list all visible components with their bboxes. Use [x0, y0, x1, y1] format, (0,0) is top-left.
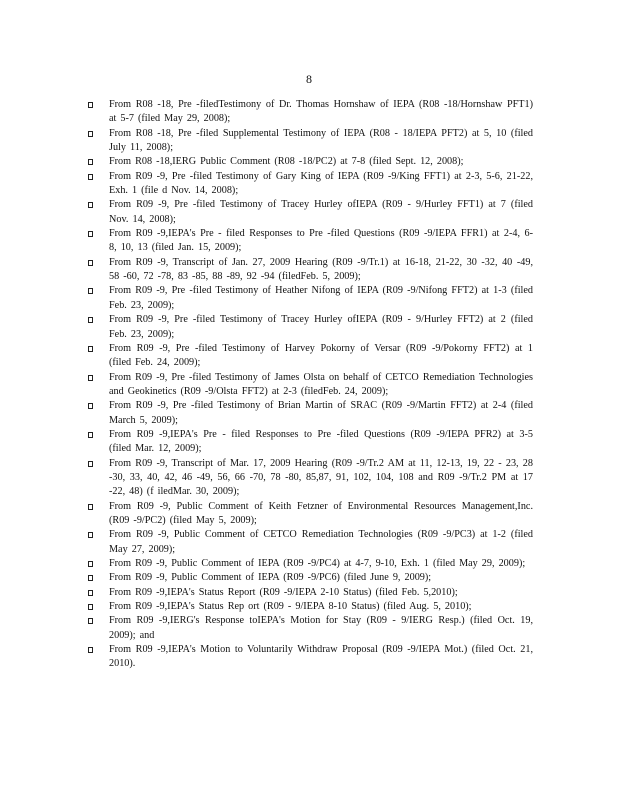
bullet-icon [88, 346, 93, 352]
list-item [88, 600, 533, 614]
list-item-text: From R08 -18,IERG Public Comment (R08 -18/PC2) at 7-8 (filed Sept. 12, 2008); [109, 156, 464, 168]
bullet-icon [88, 590, 93, 596]
list-item-text: From R09 -9, Pre -filed Testimony of Tracey Hurley ofIEPA (R09 - 9/Hurley FFT1) at 7 (filed Nov. 14, 2008); [109, 199, 533, 225]
list-item [88, 586, 533, 600]
bullet-icon [88, 375, 93, 381]
bullet-icon [88, 159, 93, 165]
list-item [88, 227, 533, 256]
list-item-text: From R09 -9, Transcript of Mar. 17, 2009 Hearing (R09 -9/Tr.2 AM at 11, 12-13, 19, 22 - 23, 28 -30, 33, 40, 42, 46 -49, 56, 66 -70, 78 -80, 85,87, 91, 102, 104, 108 and R09 -9/Tr.2 PM at 17 -22, 48) (f iledMar. 30, 2009); [109, 457, 533, 498]
bullet-icon [88, 102, 93, 108]
list-item-text: From R09 -9, Pre -filed Testimony of Heather Nifong of IEPA (R09 -9/Nifong FFT2) at 1-3 (filed Feb. 23, 2009); [109, 285, 533, 311]
list-item [88, 614, 533, 643]
list-item-text: From R09 -9, Pre -filed Testimony of Gary King of IEPA (R09 -9/King FFT1) at 2-3, 5-6, 21-22, Exh. 1 (file d Nov. 14, 2008); [109, 170, 533, 197]
list-item-text: From R08 -18, Pre -filedTestimony of Dr. Thomas Hornshaw of IEPA (R08 -18/Hornshaw PFT1) at 5-7 (filed May 29, 2008); [109, 99, 533, 125]
bullet-icon [88, 618, 93, 624]
list-item [88, 170, 533, 199]
bullet-icon [88, 532, 93, 538]
list-item-text: From R09 -9,IEPA's Pre - filed Responses to Pre -filed Questions (R09 -9/IEPA PFR2) at 3-5 (filed Mar. 12, 2009); [109, 428, 533, 455]
bullet-icon [88, 461, 93, 467]
list-item [88, 500, 533, 529]
list-item-text: From R09 -9, Pre -filed Testimony of Tracey Hurley ofIEPA (R09 - 9/Hurley FFT2) at 2 (filed Feb. 23, 2009); [109, 314, 533, 340]
list-item-text: From R09 -9,IEPA's Status Report (R09 -9/IEPA 2-10 Status) (filed Feb. 5,2010); [109, 586, 458, 598]
list-item-text: From R08 -18, Pre -filed Supplemental Testimony of IEPA (R08 - 18/IEPA PFT2) at 5, 10 (filed July 11, 2008); [109, 127, 533, 154]
list-item-text: From R09 -9,IEPA's Motion to Voluntarily Withdraw Proposal (R09 -9/IEPA Mot.) (filed Oct. 21, 2010). [109, 644, 533, 670]
list-item-text: From R09 -9, Transcript of Jan. 27, 2009 Hearing (R09 -9/Tr.1) at 16-18, 21-22, 30 -32, 40 -49, 58 -60, 72 -78, 83 -85, 88 -89, 92 -94 (filedFeb. 5, 2009); [109, 256, 533, 283]
list-item [88, 313, 533, 342]
list-item-text: From R09 -9, Public Comment of Keith Fetzner of Environmental Resources Management,Inc. (R09 -9/PC2) (filed May 5, 2009); [109, 500, 533, 526]
list-item-text: From R09 -9, Public Comment of CETCO Remediation Technologies (R09 -9/PC3) at 1-2 (filed May 27, 2009); [109, 529, 533, 555]
reference-list [88, 98, 533, 672]
list-item [88, 457, 533, 500]
bullet-icon [88, 647, 93, 653]
list-item [88, 557, 533, 571]
list-item [88, 428, 533, 457]
list-item-text: From R09 -9,IEPA's Status Rep ort (R09 - 9/IEPA 8-10 Status) (filed Aug. 5, 2010); [109, 601, 472, 613]
list-item [88, 127, 533, 156]
bullet-icon [88, 403, 93, 409]
list-item [88, 342, 533, 371]
list-item [88, 399, 533, 428]
list-item [88, 256, 533, 285]
list-item [88, 528, 533, 557]
list-item [88, 371, 533, 400]
bullet-icon [88, 561, 93, 567]
list-item-text: From R09 -9,IEPA's Pre - filed Responses to Pre -filed Questions (R09 -9/IEPA FFR1) at 2-4, 6-8, 10, 13 (filed Jan. 15, 2009); [109, 228, 533, 254]
bullet-icon [88, 432, 93, 438]
bullet-icon [88, 174, 93, 180]
list-item-text: From R09 -9, Pre -filed Testimony of Brian Martin of SRAC (R09 -9/Martin FFT2) at 2-4 (filed March 5, 2009); [109, 400, 533, 426]
bullet-icon [88, 231, 93, 237]
list-item [88, 571, 533, 585]
list-item [88, 284, 533, 313]
bullet-icon [88, 202, 93, 208]
list-item-text: From R09 -9, Pre -filed Testimony of James Olsta on behalf of CETCO Remediation Technologies and Geokinetics (R09 -9/Olsta FFT2) at 2-3 (filedFeb. 24, 2009); [109, 371, 533, 397]
list-item [88, 155, 533, 169]
page-number: 8 [306, 72, 312, 86]
bullet-icon [88, 504, 93, 510]
list-item-text: From R09 -9,IERG's Response toIEPA's Motion for Stay (R09 - 9/IERG Resp.) (filed Oct. 19, 2009); and [109, 615, 533, 641]
list-item [88, 198, 533, 227]
list-item-text: From R09 -9, Pre -filed Testimony of Harvey Pokorny of Versar (R09 -9/Pokorny FFT2) at 1 (filed Feb. 24, 2009); [109, 342, 533, 369]
list-item-text: From R09 -9, Public Comment of IEPA (R09 -9/PC4) at 4-7, 9-10, Exh. 1 (filed May 29, 2009); [109, 558, 526, 569]
bullet-icon [88, 288, 93, 294]
bullet-icon [88, 131, 93, 137]
list-item-text: From R09 -9, Public Comment of IEPA (R09 -9/PC6) (filed June 9, 2009); [109, 572, 432, 584]
list-item [88, 643, 533, 672]
bullet-icon [88, 604, 93, 610]
list-item [88, 98, 533, 127]
bullet-icon [88, 317, 93, 323]
bullet-icon [88, 575, 93, 581]
bullet-icon [88, 260, 93, 266]
